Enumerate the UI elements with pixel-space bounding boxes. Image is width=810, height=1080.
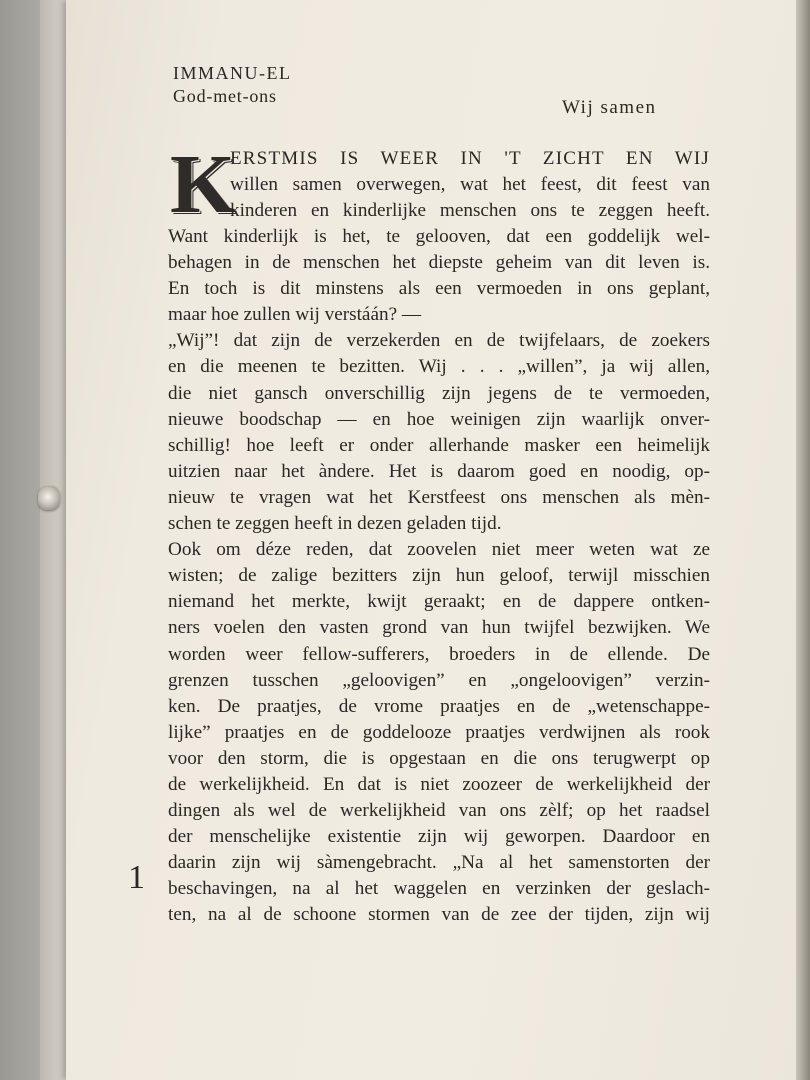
opening-line: kinderen en kinderlijke menschen ons te zeggen heeft. bbox=[230, 200, 710, 222]
text-line: der menschelijke existentie zijn wij geworpen. Daardoor en bbox=[168, 826, 710, 848]
text-line: ners voelen den vasten grond van hun twijfel bezwijken. We bbox=[168, 617, 710, 639]
text-line: Ook om déze reden, dat zoovelen niet meer weten wat ze bbox=[168, 539, 710, 561]
opening-line: ERSTMIS IS WEER IN 'T ZICHT EN WIJ bbox=[230, 148, 710, 169]
drop-lines bbox=[230, 146, 710, 224]
opening-paragraph bbox=[168, 138, 710, 231]
text-line: die niet gansch onverschillig zijn jegens de te vermoeden, bbox=[168, 382, 710, 404]
text-line: wisten; de zalige bezitters zijn hun geloof, terwijl misschien bbox=[168, 565, 710, 587]
text-line: grenzen tusschen „geloovigen” en „ongeloovigen” verzin- bbox=[168, 669, 710, 691]
chapter-subtitle: God-met-ons bbox=[173, 86, 277, 106]
text-line: nieuw te vragen wat het Kerstfeest ons menschen als mèn- bbox=[168, 486, 710, 508]
backdrop-right bbox=[796, 0, 810, 1080]
text-line: Want kinderlijk is het, te gelooven, dat een goddelijk wel- bbox=[168, 226, 710, 247]
body-text bbox=[168, 138, 710, 929]
chapter-title: IMMANU-EL bbox=[173, 63, 292, 83]
text-line: En toch is dit minstens als een vermoeden in ons geplant, bbox=[168, 278, 710, 300]
text-line: ten, na al de schoone stormen van de zee der tijden, zijn wij bbox=[168, 904, 710, 926]
page-edge bbox=[40, 0, 68, 1080]
text-line: lijke” praatjes en de goddelooze praatjes verdwijnen als rook bbox=[168, 721, 710, 743]
text-line: uitzien naar het àndere. Het is daarom goed en noodig, op- bbox=[168, 460, 710, 482]
text-line: dingen als wel de werkelijkheid van ons zèlf; op het raadsel bbox=[168, 800, 710, 822]
running-title: Wij samen bbox=[562, 97, 657, 118]
text-line: en die meenen te bezitten. Wij . . . „willen”, ja wij allen, bbox=[168, 356, 710, 378]
text-line: maar hoe zullen wij verstáán? — bbox=[168, 304, 422, 326]
text-line: beschavingen, na al het waggelen en verzinken der geslach- bbox=[168, 878, 710, 900]
text-line: voor den storm, die is opgestaan en die ons terugwerpt op bbox=[168, 747, 710, 769]
staple-icon bbox=[38, 486, 60, 510]
text-line: „Wij”! dat zijn de verzekerden en de twijfelaars, de zoekers bbox=[168, 330, 710, 352]
text-line: schen te zeggen heeft in dezen geladen tijd. bbox=[168, 513, 502, 535]
drop-cap: K bbox=[170, 138, 236, 231]
text-line: de werkelijkheid. En dat is niet zoozeer de werkelijkheid der bbox=[168, 773, 710, 795]
chapter-heading bbox=[173, 62, 292, 108]
page-number: 1 bbox=[128, 859, 145, 896]
text-line: nieuwe boodschap — en hoe weinigen zijn waarlijk onver- bbox=[168, 408, 710, 430]
text-line: schillig! hoe leeft er onder allerhande masker een heimelijk bbox=[168, 434, 710, 456]
text-line: behagen in de menschen het diepste geheim van dit leven is. bbox=[168, 252, 710, 274]
text-line: worden weer fellow-sufferers, broeders in de ellende. De bbox=[168, 643, 710, 665]
text-line: ken. De praatjes, de vrome praatjes en de „wetenschappe- bbox=[168, 695, 710, 717]
opening-line: willen samen overwegen, wat het feest, dit feest van bbox=[230, 174, 710, 195]
text-line: daarin zijn wij sàmengebracht. „Na al het samenstorten der bbox=[168, 852, 710, 874]
text-line: niemand het merkte, kwijt geraakt; en de dappere ontken- bbox=[168, 591, 710, 613]
